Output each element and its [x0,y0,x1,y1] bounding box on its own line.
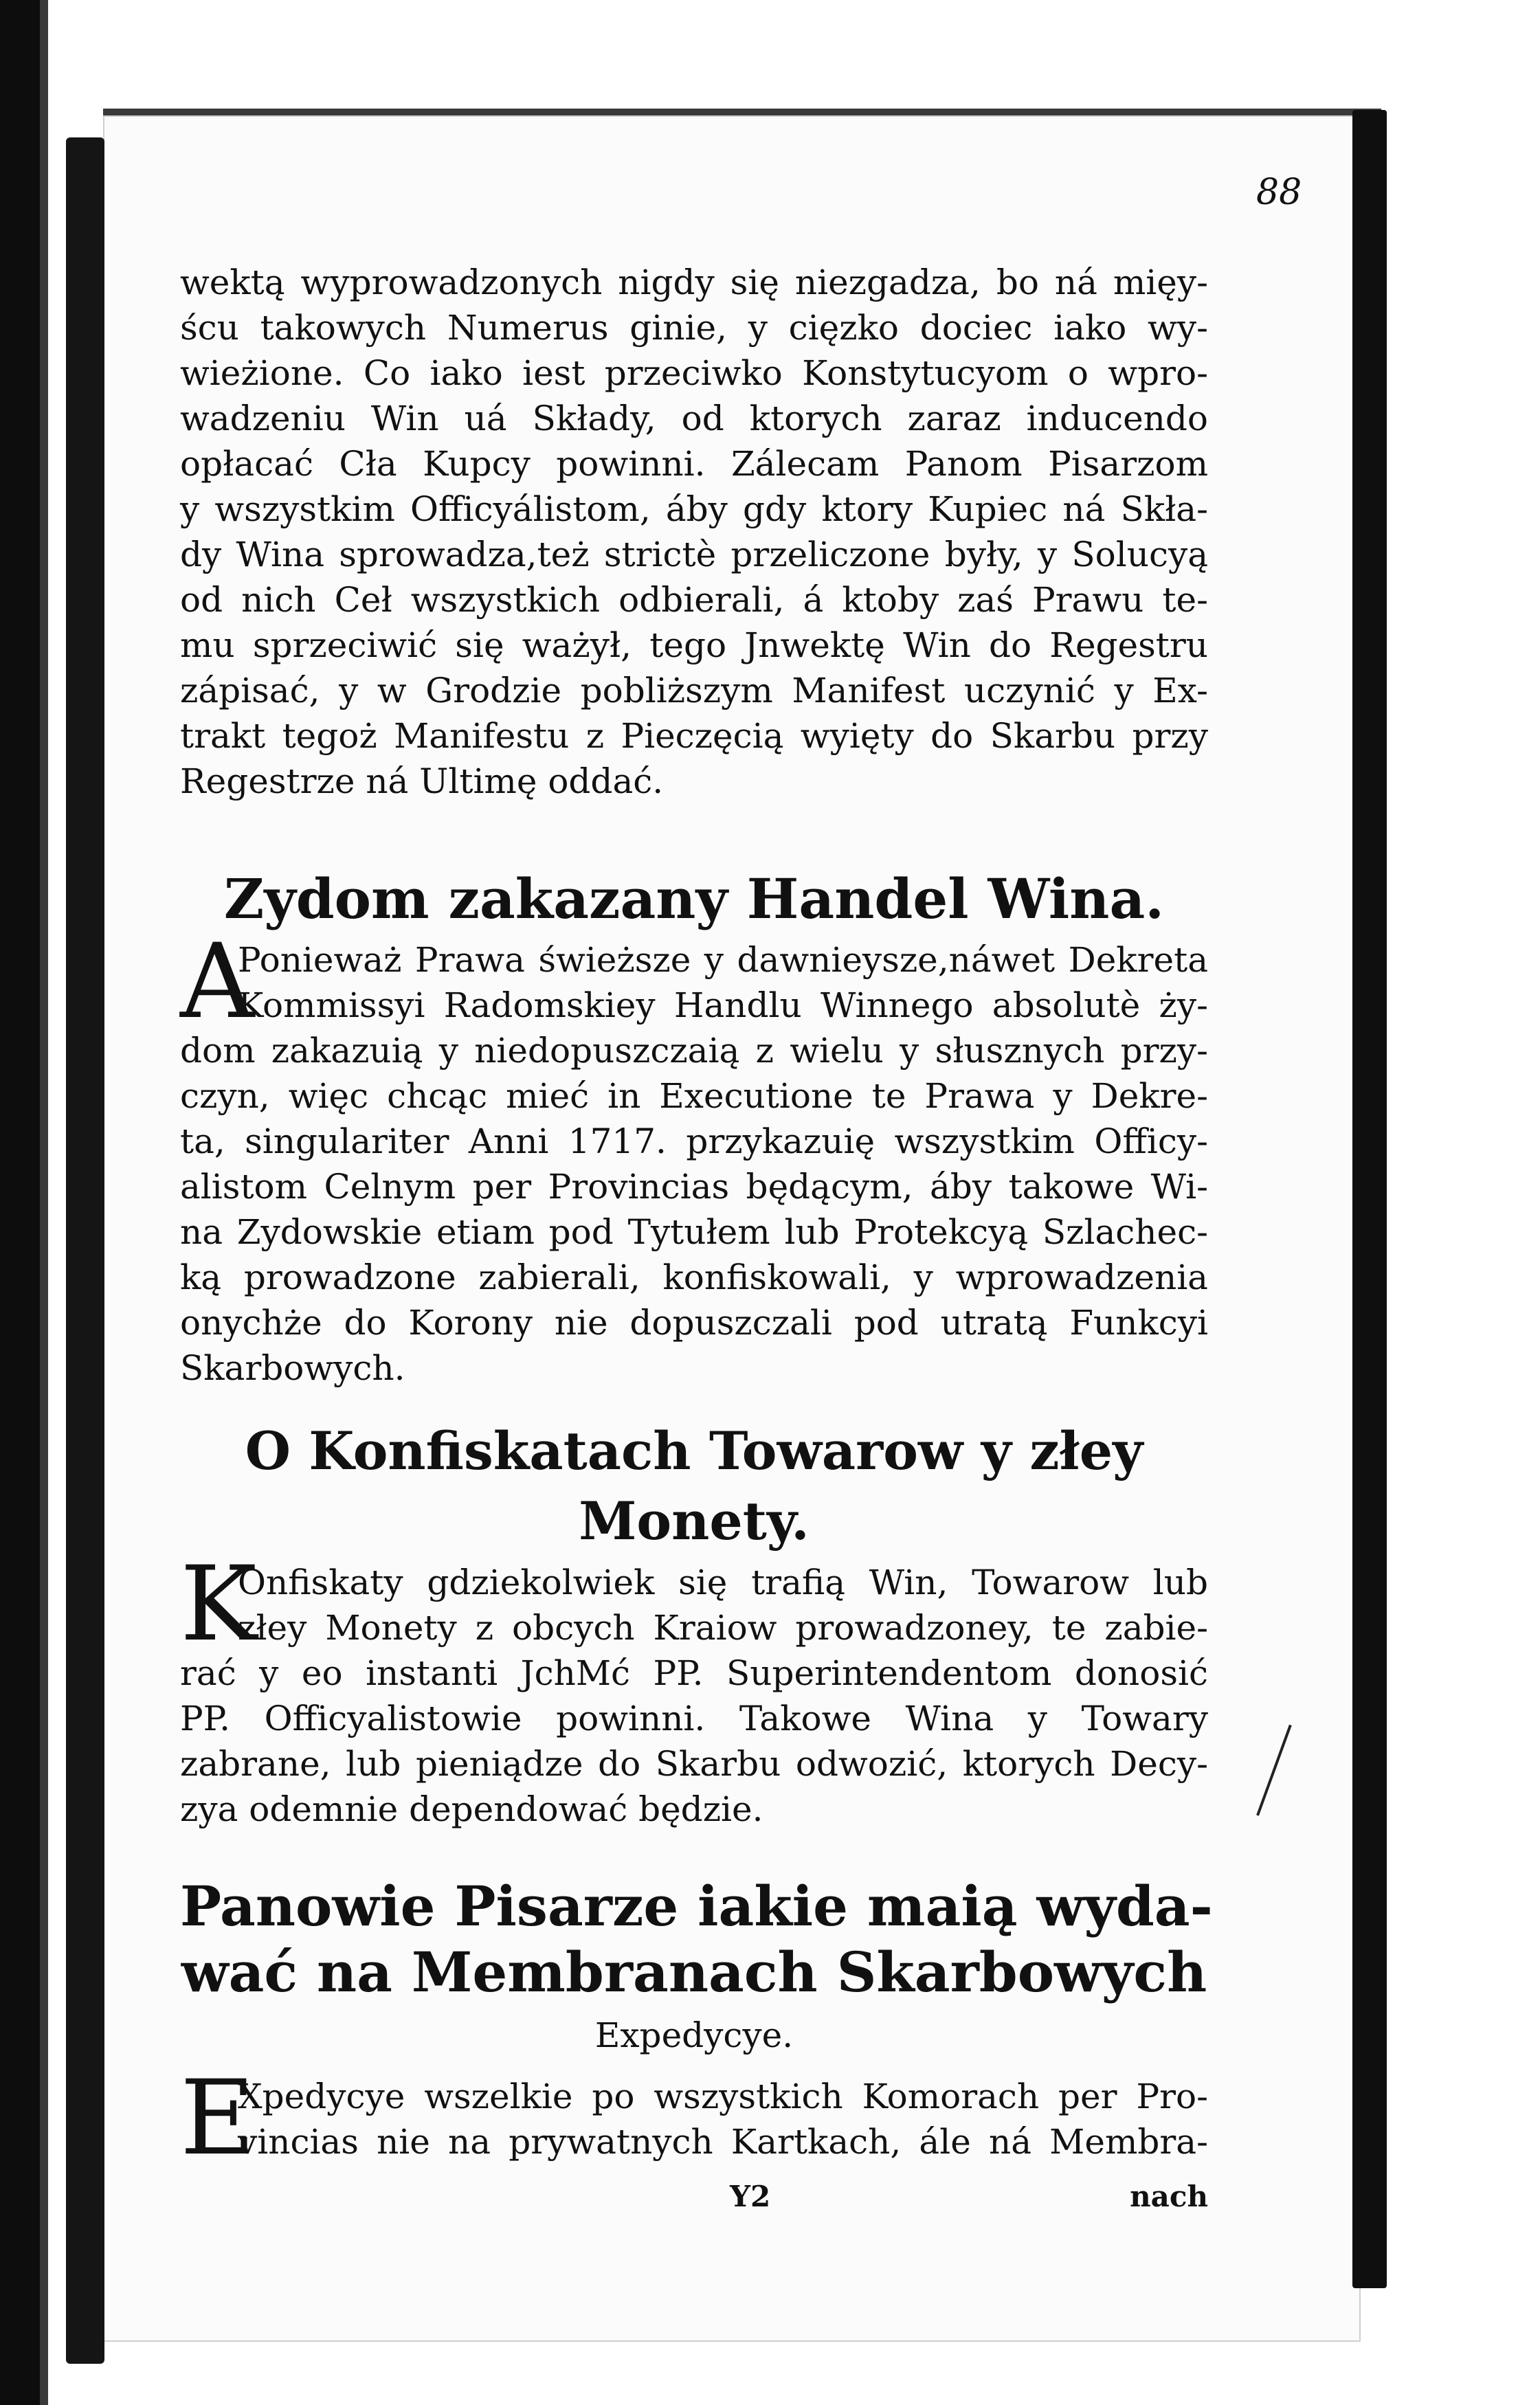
signature-mark: Y2 [730,2180,771,2213]
text-line: Ponieważ Prawa świeższe y dawnieysze,náwet Dekreta [238,940,1208,980]
section1-paragraph [180,922,1208,1391]
text-line: ta, singulariter Anni 1717. przykazuię wszystkim Officy- [180,1121,1208,1161]
folio-number: 88 [1256,172,1302,213]
text-line: wektą wyprowadzonych nigdy się niezgadza, bo ná mięy- [180,262,1208,302]
section-heading: Panowie Pisarze iakie maią wyda- [180,1874,1213,1938]
page-footer [180,2180,1208,2221]
intro-paragraph [180,260,1208,804]
section2-paragraph [180,1545,1208,1832]
text-line: zápisać, y w Grodzie pobliższym Manifest uczynić y Ex- [180,671,1208,711]
text-line: zya odemnie dependować będzie. [180,1789,763,1829]
page-right-edge [1352,110,1387,2288]
section-heading: Zydom zakazany Handel Wina. [223,866,1165,931]
drop-cap: E [180,2059,256,2178]
text-line: wieżione. Co iako iest przeciwko Konstytucyom o wpro- [180,353,1208,393]
text-line: y wszystkim Officyálistom, áby gdy ktory Kupiec ná Skła- [180,489,1208,529]
text-line: PP. Officyalistowie powinni. Takowe Wina y Towary [180,1699,1208,1738]
text-line: złey Monety z obcych Kraiow prowadzoney, te zabie- [238,1608,1208,1648]
drop-cap: K [180,1545,258,1664]
text-line: czyn, więc chcąc mieć in Executione te Prawa y Dekre- [180,1076,1208,1116]
text-line: od nich Ceł wszystkich odbierali, á ktoby zaś Prawu te- [180,580,1208,620]
book-spine [66,137,104,2364]
text-line: onychże do Korony nie dopuszczali pod utratą Funkcyi [180,1303,1208,1343]
text-line: dom zakazuią y niedopuszczaią z wielu y słusznych przy- [180,1031,1208,1071]
section-heading-continued: Monety. [579,1490,810,1552]
text-line: Regestrze ná Ultimę oddać. [180,761,664,801]
text-line: mu sprzeciwić się ważył, tego Jnwektę Win do Regestru [180,625,1208,665]
text-line: dy Wina sprowadza,też strictè przeliczone były, y Solucyą [180,535,1208,574]
text-line: vincias nie na prywatnych Kartkach, ále ná Membra- [238,2122,1208,2162]
text-line: trakt tegoż Manifestu z Pieczęcią wyięty do Skarbu przy [180,716,1208,756]
text-line: ką prowadzone zabierali, konfiskowali, y wprowadzenia [180,1257,1208,1297]
text-line: rać y eo instanti JchMć PP. Superintendentom donosić [180,1653,1208,1693]
section3-paragraph [180,2059,1208,2178]
text-line: wadzeniu Win uá Składy, od ktorych zaraz inducendo [180,399,1208,438]
section-subheading: Expedycye. [594,2015,794,2055]
section-heading: O Konfiskatach Towarow y złey [245,1420,1143,1481]
text-line: Xpedycye wszelkie po wszystkich Komorach per Pro- [238,2077,1208,2116]
text-line: Skarbowych. [180,1348,405,1388]
catchword: nach [1130,2180,1208,2213]
drop-cap: A [180,922,255,1042]
text-line: opłacać Cła Kupcy powinni. Zálecam Panom Pisarzom [180,444,1208,484]
text-line: alistom Celnym per Provincias będącym, áby takowe Wi- [180,1167,1208,1207]
section-heading-continued: wać na Membranach Skarbowych [181,1940,1207,2004]
text-line: na Zydowskie etiam pod Tytułem lub Protekcyą Szlachec- [180,1212,1208,1252]
text-line: zabrane, lub pieniądze do Skarbu odwozić, ktorych Decy- [180,1744,1208,1784]
scan-left-border [0,0,48,2405]
text-line: Onfiskaty gdziekolwiek się trafią Win, Towarow lub [238,1563,1208,1602]
text-line: ścu takowych Numerus ginie, y cięzko dociec iako wy- [180,308,1208,348]
text-line: Kommissyi Radomskiey Handlu Winnego absolutè ży- [238,985,1208,1025]
